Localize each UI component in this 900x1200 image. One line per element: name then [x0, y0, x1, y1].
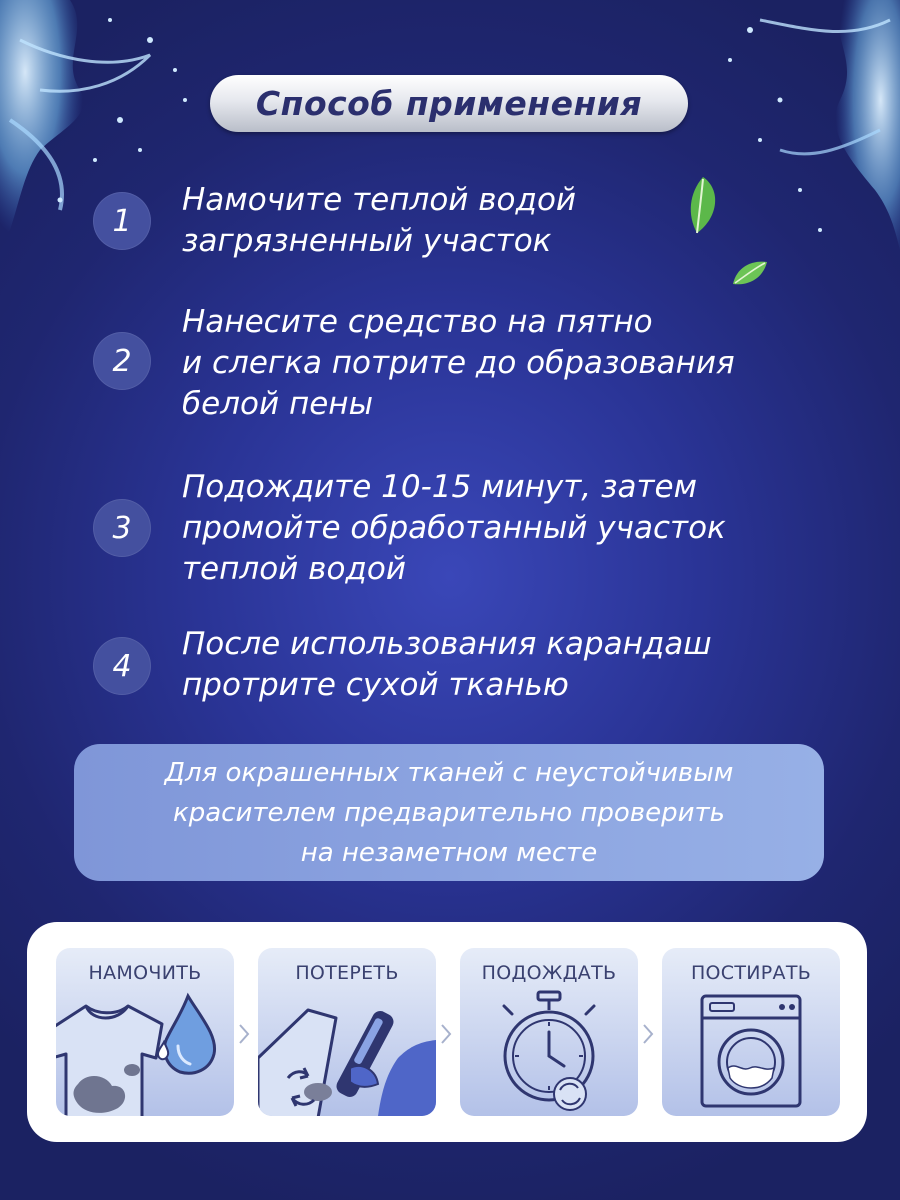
icon-card-label: ПОСТИРАТЬ: [690, 962, 812, 984]
shirt-water-drop-icon: [56, 988, 234, 1116]
washing-machine-icon: [662, 988, 840, 1116]
chevron-right-icon: [237, 1022, 251, 1046]
hand-rubbing-pencil-icon: [258, 988, 436, 1116]
step-text: Нанесите средство на пятно и слегка потрите до образования белой пены: [182, 304, 735, 422]
title-pill: [210, 75, 688, 132]
step-number-badge: 2: [93, 332, 151, 390]
icon-card-rub: [258, 948, 436, 1116]
step-text: Подождите 10-15 минут, затем промойте обработанный участок теплой водой: [182, 469, 726, 587]
icon-card-wait: [460, 948, 638, 1116]
leaf-small-icon: [731, 258, 769, 288]
icon-card-label: ПОДОЖДАТЬ: [481, 962, 617, 984]
step-number-badge: 3: [93, 499, 151, 557]
chevron-right-icon: [641, 1022, 655, 1046]
page-title: Способ применения: [255, 84, 643, 123]
step-text: Намочите теплой водой загрязненный участок: [182, 182, 577, 259]
step-number-badge: 4: [93, 637, 151, 695]
step-text: После использования карандаш протрите сухой тканью: [182, 626, 712, 703]
stopwatch-icon: [460, 988, 638, 1116]
icon-card-label: НАМОЧИТЬ: [88, 962, 202, 984]
steps-icon-panel: [27, 922, 867, 1142]
icon-card-wash: [662, 948, 840, 1116]
step-number-badge: 1: [93, 192, 151, 250]
icon-card-soak: [56, 948, 234, 1116]
icon-card-label: ПОТЕРЕТЬ: [295, 962, 399, 984]
chevron-right-icon: [439, 1022, 453, 1046]
warning-note-text: Для окрашенных тканей с неустойчивым красителем предварительно проверить на незаметном месте: [164, 757, 734, 868]
warning-note: [74, 744, 824, 881]
